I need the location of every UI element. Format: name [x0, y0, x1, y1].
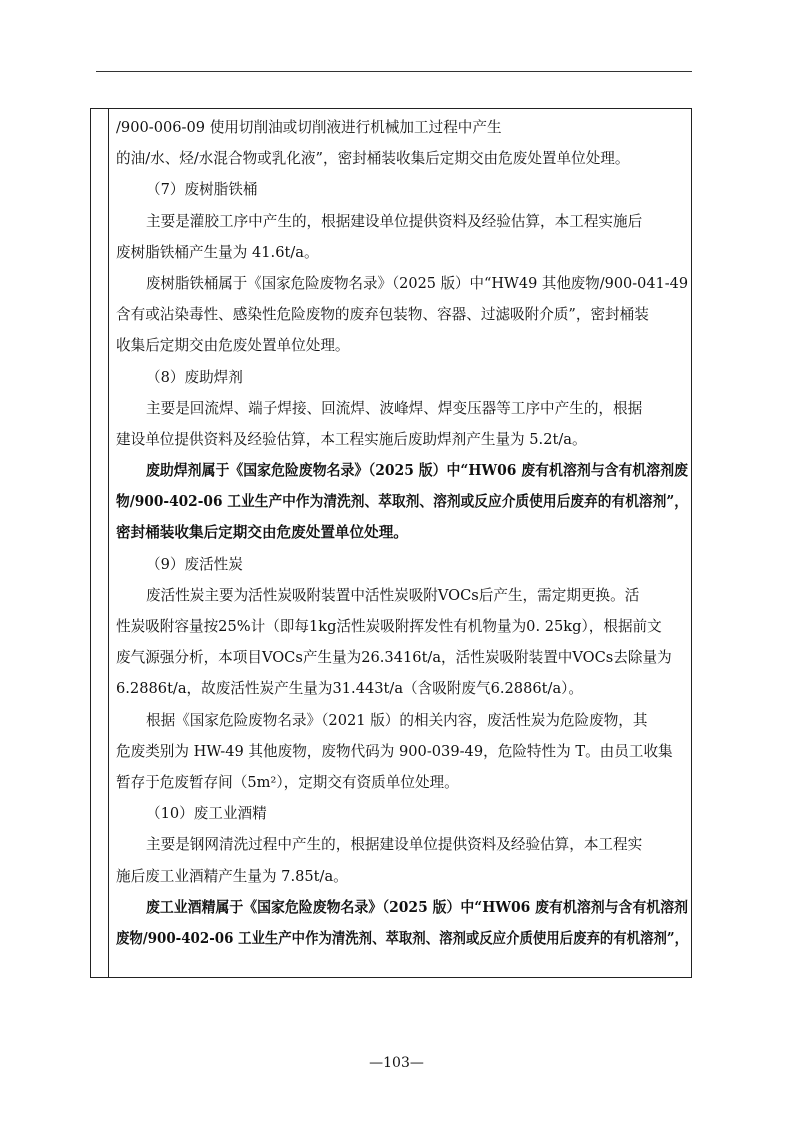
text-line: （9）废活性炭	[146, 555, 243, 573]
text-line: 废树脂铁桶属于《国家危险废物名录》（2025 版）中“HW49 其他废物/900-041-49	[146, 274, 689, 292]
text-line: 主要是回流焊、端子焊接、回流焊、波峰焊、焊变压器等工序中产生的，根据	[146, 399, 643, 417]
text-line: （10）废工业酒精	[146, 805, 267, 823]
text-line: 废助焊剂属于《国家危险废物名录》（2025 版）中“HW06 废有机溶剂与含有机溶剂废	[146, 462, 688, 480]
text-line: 密封桶装收集后定期交由危废处置单位处理。	[116, 524, 408, 542]
text-line: 废活性炭主要为活性炭吸附装置中活性炭吸附VOCs后产生，需定期更换。活	[146, 586, 640, 604]
text-line: 收集后定期交由危废处置单位处理。	[116, 337, 350, 355]
text-line: 含有或沾染毒性、感染性危险废物的废弃包装物、容器、过滤吸附介质”，密封桶装	[116, 306, 649, 324]
text-line: 根据《国家危险废物名录》（2021 版）的相关内容，废活性炭为危险废物，其	[146, 711, 648, 729]
text-line: 危废类别为 HW-49 其他废物，废物代码为 900-039-49，危险特性为 T。由员工收集	[116, 742, 673, 760]
text-line: 施后废工业酒精产生量为 7.85t/a。	[116, 867, 348, 885]
text-line: 主要是钢网清洗过程中产生的，根据建设单位提供资料及经验估算，本工程实	[146, 836, 643, 854]
text-line: 性炭吸附容量按25%计（即每1kg活性炭吸附挥发性有机物量为0. 25kg），根据前文	[116, 618, 662, 635]
page-number: —103—	[369, 1055, 424, 1071]
text-line: 的油/水、烃/水混合物或乳化液”，密封桶装收集后定期交由危废处置单位处理。	[116, 150, 630, 168]
header-rule	[96, 71, 692, 72]
text-line: 废工业酒精属于《国家危险废物名录》（2025 版）中“HW06 废有机溶剂与含有机溶剂	[146, 898, 688, 916]
text-line: 建设单位提供资料及经验估算，本工程实施后废助焊剂产生量为 5.2t/a。	[116, 430, 587, 448]
text-line: 废物/900-402-06 工业生产中作为清洗剂、萃取剂、溶剂或反应介质使用后废弃的有机溶剂”，	[116, 929, 688, 947]
text-line: 暂存于危废暂存间（5m²），定期交有资质单位处理。	[116, 773, 459, 791]
text-line: 6.2886t/a，故废活性炭产生量为31.443t/a（含吸附废气6.2886t/a）。	[116, 680, 584, 698]
document-body	[116, 112, 688, 954]
text-line: （8）废助焊剂	[146, 368, 243, 386]
text-line: 主要是灌胶工序中产生的，根据建设单位提供资料及经验估算，本工程实施后	[146, 212, 643, 230]
text-line: 废气源强分析，本项目VOCs产生量为26.3416t/a，活性炭吸附装置中VOCs去除量为	[116, 649, 672, 667]
text-line: 物/900-402-06 工业生产中作为清洗剂、萃取剂、溶剂或反应介质使用后废弃的有机溶剂”，	[116, 493, 688, 511]
text-line: 废树脂铁桶产生量为 41.6t/a。	[116, 243, 319, 261]
text-line: /900-006-09 使用切削油或切削液进行机械加工过程中产生	[116, 119, 502, 136]
text-line: （7）废树脂铁桶	[146, 181, 258, 199]
left-column-divider	[108, 108, 109, 978]
